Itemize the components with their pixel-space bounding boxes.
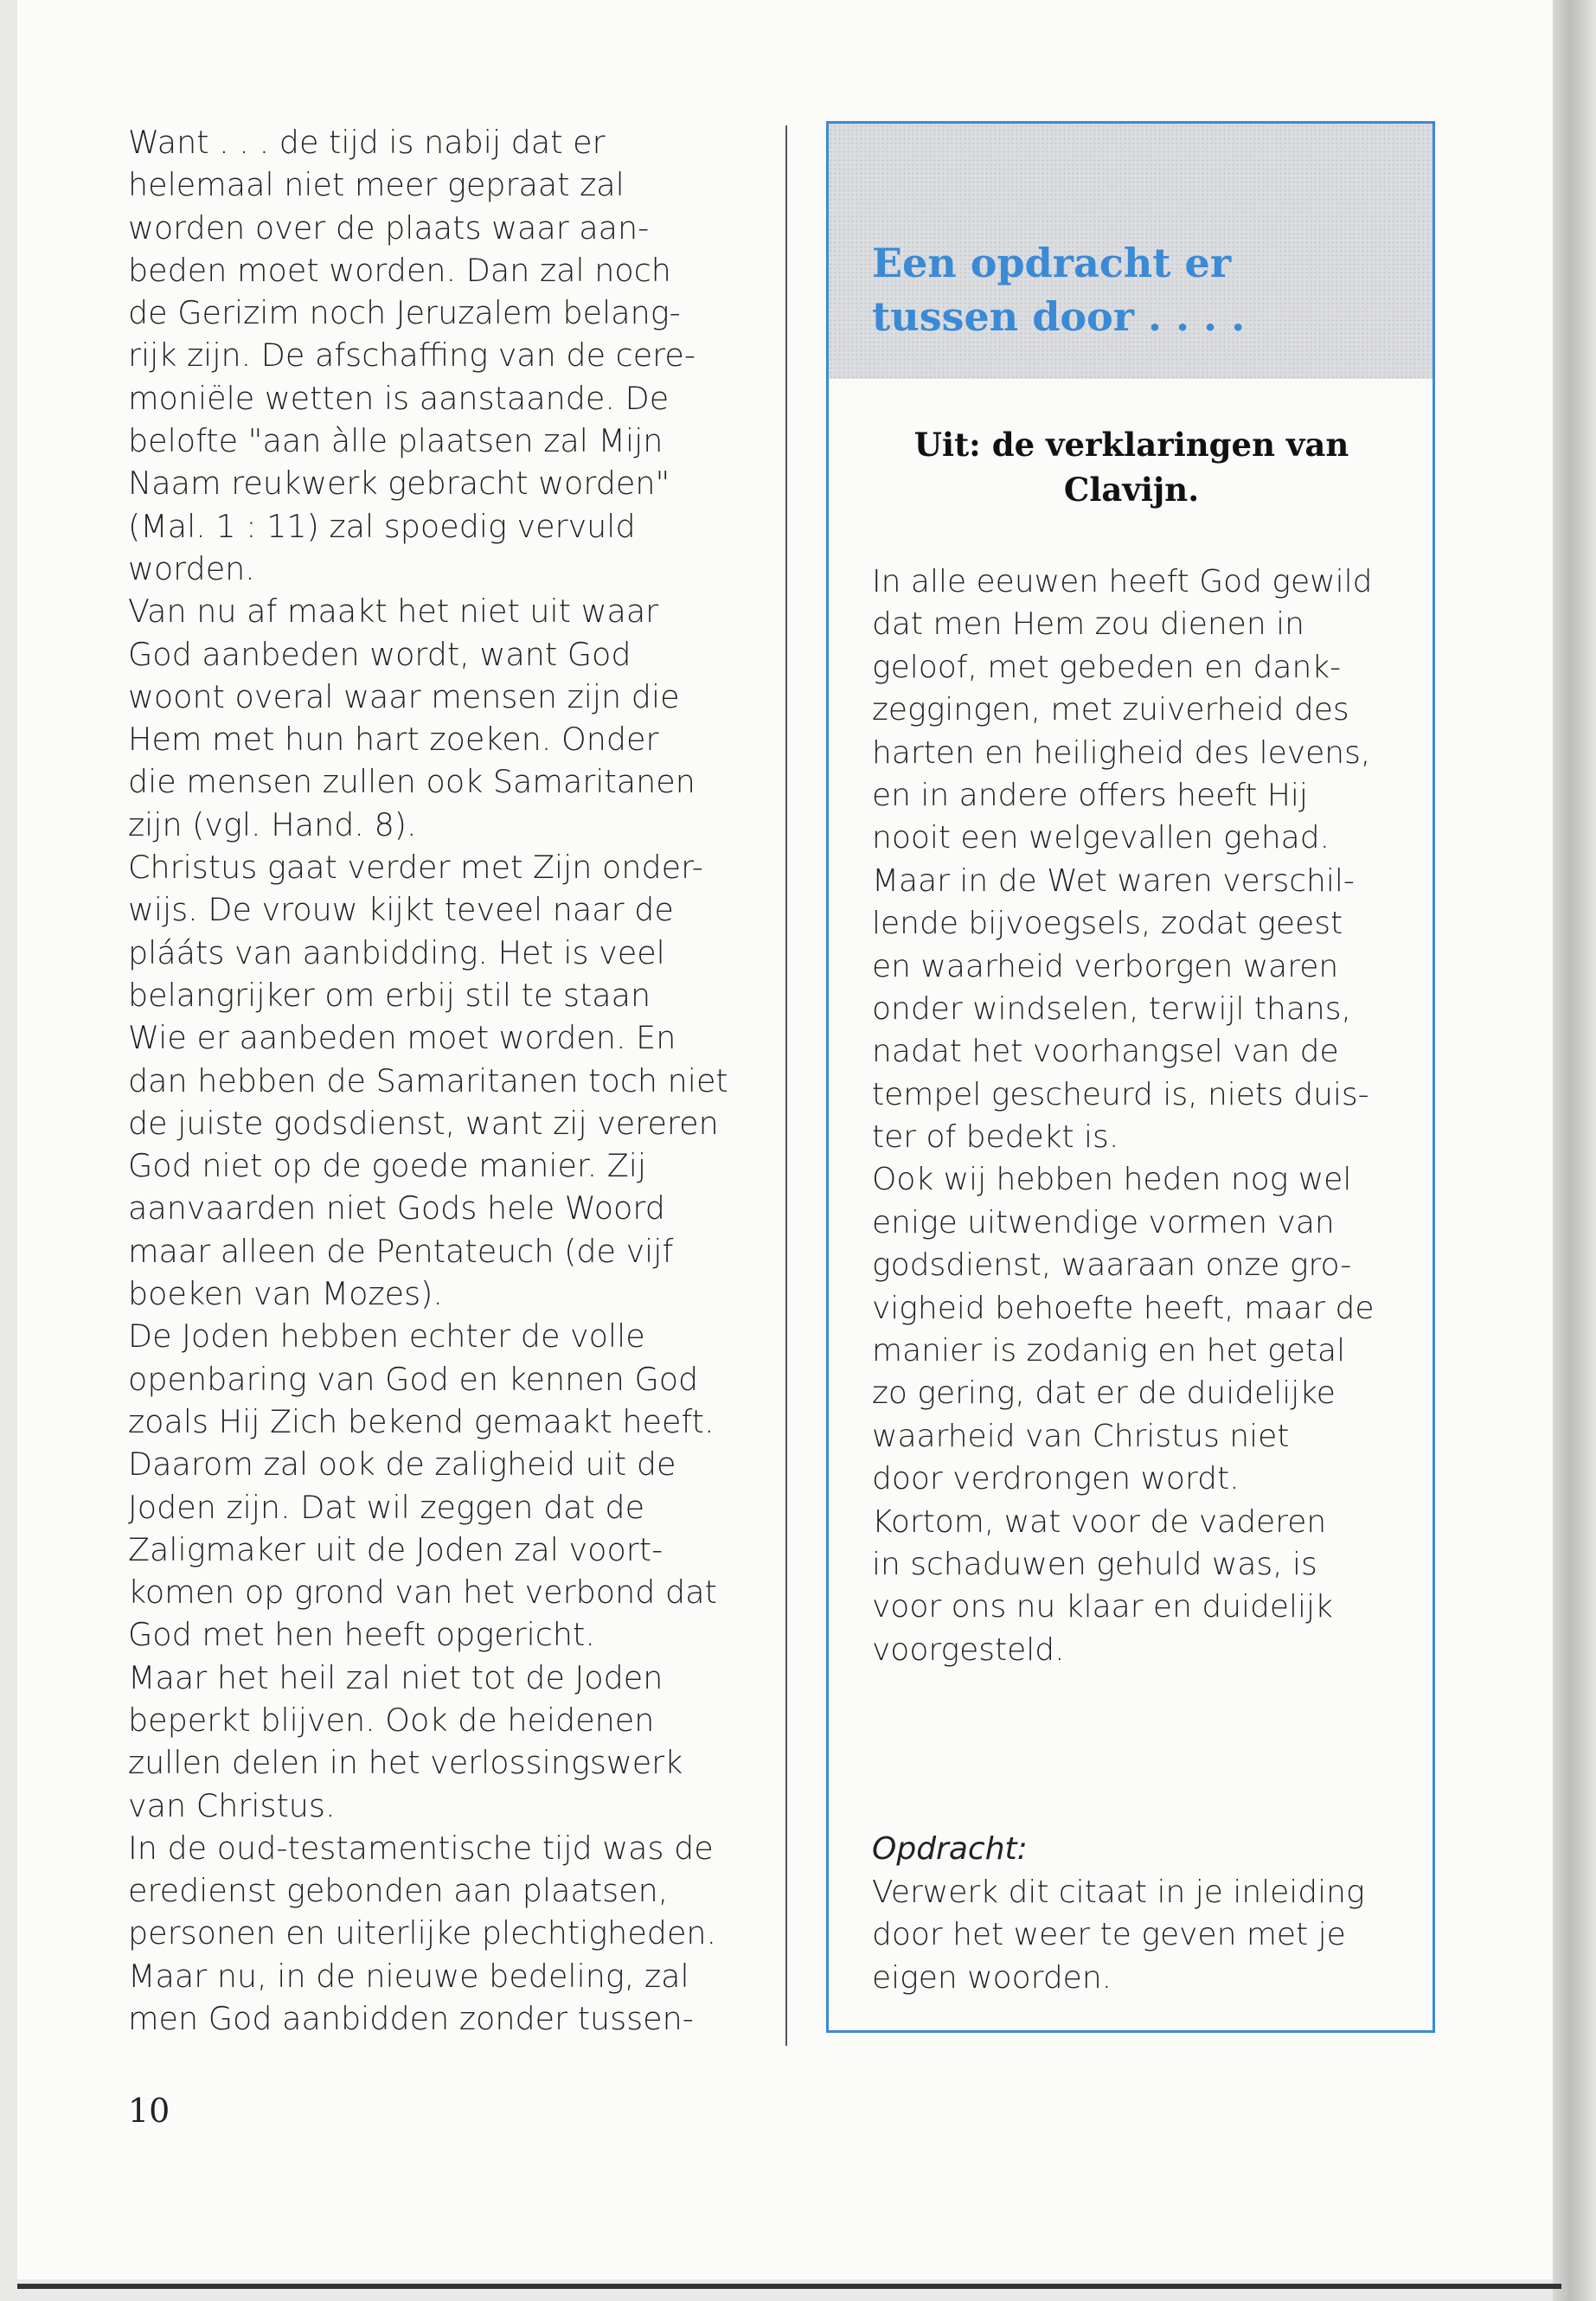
column-divider	[785, 125, 787, 2046]
text-line: van Christus.	[128, 1786, 336, 1824]
text-line: Verwerk dit citaat in je inleiding	[872, 1875, 1365, 1910]
text-line: ter of bedekt is.	[872, 1119, 1119, 1156]
text-line: dan hebben de Samaritanen toch niet	[128, 1061, 728, 1099]
text-line: zullen delen in het verlossingswerk	[128, 1744, 683, 1782]
text-line: God aanbeden wordt, want God	[128, 635, 631, 673]
text-line: maar alleen de Pentateuch (de vijf	[128, 1232, 674, 1270]
text-line: In alle eeuwen heeft God gewild	[872, 564, 1373, 599]
text-line: Zaligmaker uit de Joden zal voort-	[128, 1530, 663, 1568]
text-line: Wie er aanbeden moet worden. En	[128, 1019, 676, 1057]
text-line: zoals Hij Zich bekend gemaakt heeft.	[128, 1402, 715, 1440]
assignment-box	[826, 121, 1435, 2033]
text-line: die mensen zullen ook Samaritanen	[128, 763, 695, 801]
subtitle-line: Clavijn.	[1063, 471, 1200, 509]
text-line: belofte "aan àlle plaatsen zal Mijn	[128, 422, 663, 460]
title-line: tussen door . . . .	[872, 293, 1246, 340]
text-line: moniële wetten is aanstaande. De	[128, 379, 670, 417]
text-line: God met hen heeft opgericht.	[128, 1616, 595, 1654]
text-line: personen en uiterlijke plechtigheden.	[128, 1914, 717, 1952]
subtitle-line: Uit: de verklaringen van	[913, 426, 1349, 464]
text-line: zijn (vgl. Hand. 8).	[128, 805, 417, 843]
text-line: lende bijvoegsels, zodat geest	[872, 906, 1343, 942]
page-number: 10	[128, 2092, 170, 2130]
text-line: openbaring van God en kennen God	[128, 1360, 699, 1398]
text-line: eigen woorden.	[872, 1959, 1112, 1996]
text-line: Naam reukwerk gebracht worden"	[128, 465, 670, 503]
text-line: door verdrongen wordt.	[872, 1461, 1240, 1497]
text-line: zo gering, dat er de duidelijke	[872, 1375, 1336, 1412]
text-line: onder windselen, terwijl thans,	[872, 990, 1351, 1027]
text-line: enige uitwendige vormen van	[872, 1204, 1335, 1240]
text-line: boeken van Mozes).	[128, 1275, 443, 1313]
text-line: Maar het heil zal niet tot de Joden	[128, 1658, 663, 1696]
text-line: manier is zodanig en het getal	[872, 1333, 1346, 1369]
text-line: Maar in de Wet waren verschil-	[872, 862, 1355, 899]
bottom-rule	[17, 2284, 1561, 2289]
text-line: zeggingen, met zuiverheid des	[872, 692, 1349, 728]
text-line: in schaduwen gehuld was, is	[872, 1546, 1317, 1582]
text-line: nooit een welgevallen gehad.	[872, 820, 1330, 856]
text-line: worden over de plaats waar aan-	[128, 208, 650, 247]
text-line: waarheid van Christus niet	[872, 1418, 1290, 1454]
text-line: In de oud-testamentische tijd was de	[128, 1829, 714, 1867]
text-line: de Gerizim noch Jeruzalem belang-	[128, 294, 681, 332]
page-edge-shadow	[1553, 0, 1596, 2301]
text-line: godsdienst, waaraan onze gro-	[872, 1247, 1352, 1284]
text-line: geloof, met gebeden en dank-	[872, 649, 1342, 685]
text-line: komen op grond van het verbond dat	[128, 1574, 717, 1612]
text-line: helemaal niet meer gepraat zal	[128, 166, 625, 204]
text-line: rijk zijn. De afschaffing van de cere-	[128, 336, 695, 375]
text-line: Kortom, wat voor de vaderen	[872, 1503, 1327, 1540]
text-line: Christus gaat verder met Zijn onder-	[128, 849, 703, 887]
text-line: Van nu af maakt het niet uit waar	[128, 593, 659, 631]
text-line: aanvaarden niet Gods hele Woord	[128, 1189, 665, 1227]
text-line: worden.	[128, 549, 255, 587]
text-line: woont overal waar mensen zijn die	[128, 677, 680, 715]
text-line: Maar nu, in de nieuwe bedeling, zal	[128, 1957, 689, 1995]
text-line: voor ons nu klaar en duidelijk	[872, 1589, 1333, 1625]
text-line: belangrijker om erbij stil te staan	[128, 976, 651, 1014]
text-line: nadat het voorhangsel van de	[872, 1034, 1339, 1070]
text-line: Joden zijn. Dat wil zeggen dat de	[128, 1488, 645, 1526]
text-line: wijs. De vrouw kijkt teveel naar de	[128, 891, 674, 929]
box-subtitle	[846, 422, 1417, 512]
text-line: en waarheid verborgen waren	[872, 948, 1339, 984]
text-line: God niet op de goede manier. Zij	[128, 1147, 647, 1185]
text-line: Ook wij hebben heden nog wel	[872, 1162, 1352, 1198]
box-quote-text	[872, 561, 1426, 1671]
text-line: (Mal. 1 : 11) zal spoedig vervuld	[128, 507, 636, 545]
text-line: door het weer te geven met je	[872, 1917, 1346, 1953]
text-line: harten en heiligheid des levens,	[872, 734, 1371, 771]
text-line: plááts van aanbidding. Het is veel	[128, 933, 665, 971]
assignment-text	[872, 1871, 1426, 1999]
assignment-label: Opdracht:	[872, 1831, 1028, 1867]
text-line: tempel gescheurd is, niets duis-	[872, 1076, 1369, 1112]
text-line: voorgesteld.	[872, 1631, 1065, 1668]
text-line: men God aanbidden zonder tussen-	[128, 2000, 694, 2038]
text-line: Want . . . de tijd is nabij dat er	[128, 124, 606, 161]
text-line: beperkt blijven. Ook de heidenen	[128, 1701, 655, 1739]
text-line: Hem met hun hart zoeken. Onder	[128, 721, 659, 759]
box-title	[872, 236, 1408, 343]
text-line: en in andere offers heeft Hij	[872, 777, 1308, 813]
main-text-column	[128, 121, 785, 2040]
title-line: Een opdracht er	[872, 240, 1232, 286]
text-line: dat men Hem zou dienen in	[872, 606, 1304, 643]
text-line: Daarom zal ook de zaligheid uit de	[128, 1445, 676, 1484]
text-line: de juiste godsdienst, want zij vereren	[128, 1104, 719, 1142]
text-line: eredienst gebonden aan plaatsen,	[128, 1872, 669, 1910]
text-line: De Joden hebben echter de volle	[128, 1317, 645, 1356]
text-line: beden moet worden. Dan zal noch	[128, 251, 671, 289]
text-line: vigheid behoefte heeft, maar de	[872, 1290, 1375, 1326]
